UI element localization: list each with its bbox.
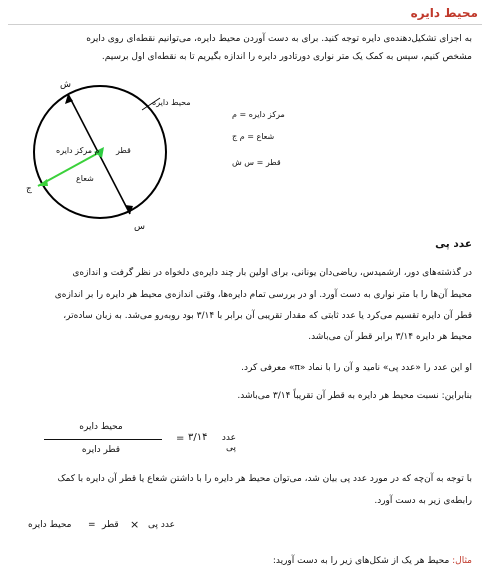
legend-radius: شعاع = م ج xyxy=(232,132,275,141)
pi-paragraph-6: بنابراین: نسبت محیط هر دایره به قطر آن تقریباً ۳/۱۴ می‌باشد. xyxy=(237,391,472,401)
pi-paragraph-3: قطر آن دایره تقسیم می‌کرد یا عدد ثابتی که مقدار تقریبی آن برابر با ۳/۱۴ بود روبه‌رو می‌شد. به زبان ساده‌تر، xyxy=(63,311,472,321)
pi-paragraph-1: در گذشته‌های دور، ارشمیدس، ریاضی‌دان یونانی، برای اولین بار چند دایره‌ی دلخواه در نظر گرفت و اندازه‌ی xyxy=(72,268,472,278)
pi-paragraph-4: محیط هر دایره ۳/۱۴ برابر قطر آن می‌باشد. xyxy=(308,332,472,342)
note-line-1: با توجه به آن‌چه که در مورد عدد پی بیان شد، می‌توان محیط هر دایره را با داشتن شعاع یا قطر آن دایره با کمک xyxy=(57,474,472,484)
example-text: محیط هر یک از شکل‌های زیر را به دست آورید: xyxy=(272,556,450,566)
label-center: م مرکز دایره xyxy=(56,146,100,155)
page-title: محیط دایره xyxy=(410,6,478,20)
fraction-numerator: محیط دایره xyxy=(79,422,123,432)
legend-center: مرکز دایره = م xyxy=(232,110,285,119)
example-label: مثال: xyxy=(452,556,472,566)
fraction-equals: = xyxy=(176,433,185,444)
pi-fraction xyxy=(36,418,236,462)
formula-equals: = xyxy=(88,520,96,530)
formula-times: × xyxy=(130,518,140,531)
formula-pi: عدد پی xyxy=(148,520,175,530)
label-diameter: قطر xyxy=(116,146,131,155)
label-radius: شعاع xyxy=(76,174,94,183)
formula-circumference: محیط دایره xyxy=(28,520,72,530)
intro-line-2: مشخص کنیم، سپس به کمک یک متر نواری دورتادور دایره را اندازه بگیریم تا به نقطه‌ای اول برسیم. xyxy=(101,52,472,62)
fraction-denominator: قطر دایره xyxy=(81,445,121,455)
pi-paragraph-2: محیط آن‌ها را با متر نواری به دست آورد. او در بررسی تمام دایره‌ها، وقتی اندازه‌ی محیط هر دایره را بر اندازه‌ی xyxy=(54,290,472,300)
label-circumference: محیط دایره xyxy=(152,98,191,107)
legend-diameter: قطر = س ش xyxy=(232,158,281,167)
label-s: س xyxy=(134,222,145,232)
example-line xyxy=(273,556,472,566)
formula-diameter: قطر xyxy=(102,520,119,530)
title-bar xyxy=(8,2,482,25)
fraction-bar xyxy=(44,439,162,440)
intro-line-1: به اجزای تشکیل‌دهنده‌ی دایره توجه کنید. برای به دست آوردن محیط دایره، می‌توانیم نقطه‌ای روی دایره xyxy=(86,34,472,44)
pi-paragraph-5: او این عدد را «عدد پی» نامید و آن را با نماد «π» معرفی کرد. xyxy=(241,363,472,373)
fraction-pi-label: عدد پی xyxy=(221,433,236,453)
label-j: ج xyxy=(26,184,32,194)
label-sh: ش xyxy=(60,80,71,90)
note-line-2: رابطه‌ی زیر به دست آورد. xyxy=(374,496,472,506)
fraction-value: ۳/۱۴ xyxy=(188,432,208,443)
section-heading-pi: عدد پی xyxy=(435,238,472,250)
